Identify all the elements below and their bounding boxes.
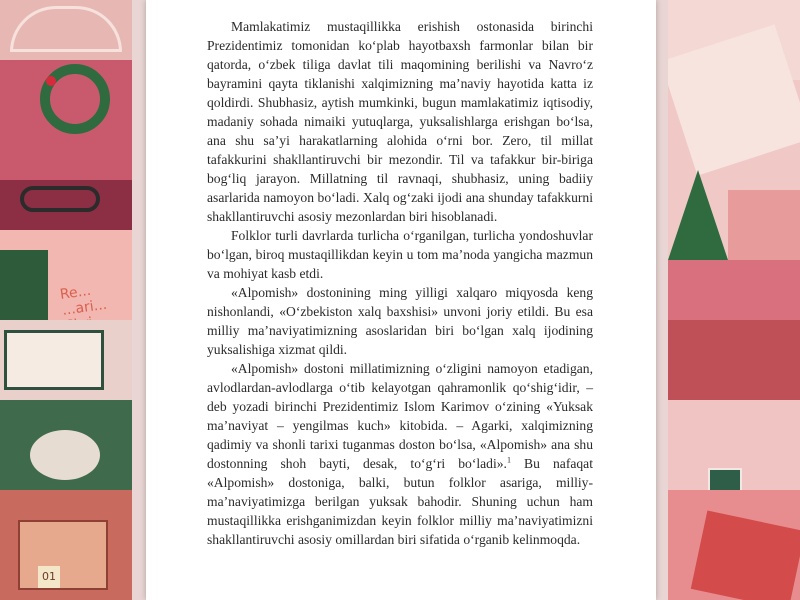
page-body-text (207, 17, 593, 549)
gift-box-icon (18, 520, 108, 590)
paragraph-1: Mamlakatimiz mustaqillikka erishish ostonasida birinchi Prezidentimiz tomonidan ko‘plab hayotbaxsh farmonlar bilan bir qatorda, o‘zbek tiliga davlat tili maqomining berilishi va Navro‘z bayramini qayta tiklanishi xalqimizning ma’naviy hayotida katta iz qoldirdi. Shubhasiz, aytish mumkinki, bugun mamlakatimiz iqtisodiy, madaniy sohada nimaiki yutuqlarga, yuksalishlarga erishgan bo‘lsa, ana shu sa’yi harakatlarning alohida o‘rni bor. Zero, til millat tafakkurini shakllantiruvchi bir mezondir. Til va tafakkur bir-biriga bog‘liq jarayon. Millatning til ravnaqi, shubhasiz, uning badiiy asarlarida namoyon bo‘ladi. Xalq og‘zaki ijodi ana shunday tafakkurni shakllantiruvchi asosiy mezonlardan biri hisoblanadi. (207, 19, 593, 224)
berry-icon (46, 76, 56, 86)
footnote-marker: 1 (506, 455, 511, 465)
right-decorative-panel (668, 0, 800, 600)
document-page (146, 0, 656, 600)
lantern-icon (4, 330, 104, 390)
left-decorative-panel (0, 0, 132, 600)
stamp-icon (708, 468, 742, 492)
gift-wrap-decor (728, 190, 800, 260)
gift-label: 01 (38, 566, 60, 588)
plant-decor (0, 250, 48, 320)
paragraph-4-text-a: «Alpomish» dostoni millatimizning o‘zligini namoyon etadigan, avlodlardan-avlodlarga o‘tib kelayotgan qahramonlik qo‘shig‘idir, – deb yozadi birinchi Prezidentimiz Islom Karimov o‘zining «Yuksak ma’naviyat – yengilmas kuch» kitobida. – Agarki, xalqimizning qadimiy va shonli tarixi tuganmas doston bo‘lsa, «Alpomish» ana shu dostonning shoh bayti, desak, to‘g‘ri bo‘ladi». (207, 361, 593, 471)
ribbon-decor (668, 260, 800, 320)
scissors-icon (20, 186, 100, 212)
christmas-tree-icon (668, 170, 728, 260)
decor-sign-text: Re... ...ari... (59, 282, 108, 319)
teapot-icon (30, 430, 100, 480)
paragraph-4 (207, 359, 593, 549)
paragraph-3: «Alpomish» dostonining ming yilligi xalqaro miqyosda keng nishonlandi, «O‘zbekiston xalq baxshisi» unvoni joriy etildi. Bu esa milliy ma’naviyatimizning asoslaridan biri bo‘lgan xalq ijodining yuksalishiga xizmat qildi. (207, 285, 593, 357)
paragraph-4-text-b: Bu nafaqat «Alpomish» dostoniga, balki, butun folklor asariga, milliy-ma’naviyatimizga berilgan yuksak bahodir. Shuning uchun ham mustaqillikka erishganimizdan keyin folklor milliy ma’naviyatimizni shakllantiruvchi asosiy omillardan biri sifatida o‘rganib kelinmoqda. (207, 456, 593, 547)
red-paper-decor (668, 320, 800, 400)
paragraph-2: Folklor turli davrlarda turlicha o‘rganilgan, turlicha yondoshuvlar bo‘lgan, biroq mustaqillikdan keyin u tom ma’noda yangicha mazmun va mohiyat kasb etdi. (207, 228, 593, 281)
wreath-icon (40, 64, 110, 134)
